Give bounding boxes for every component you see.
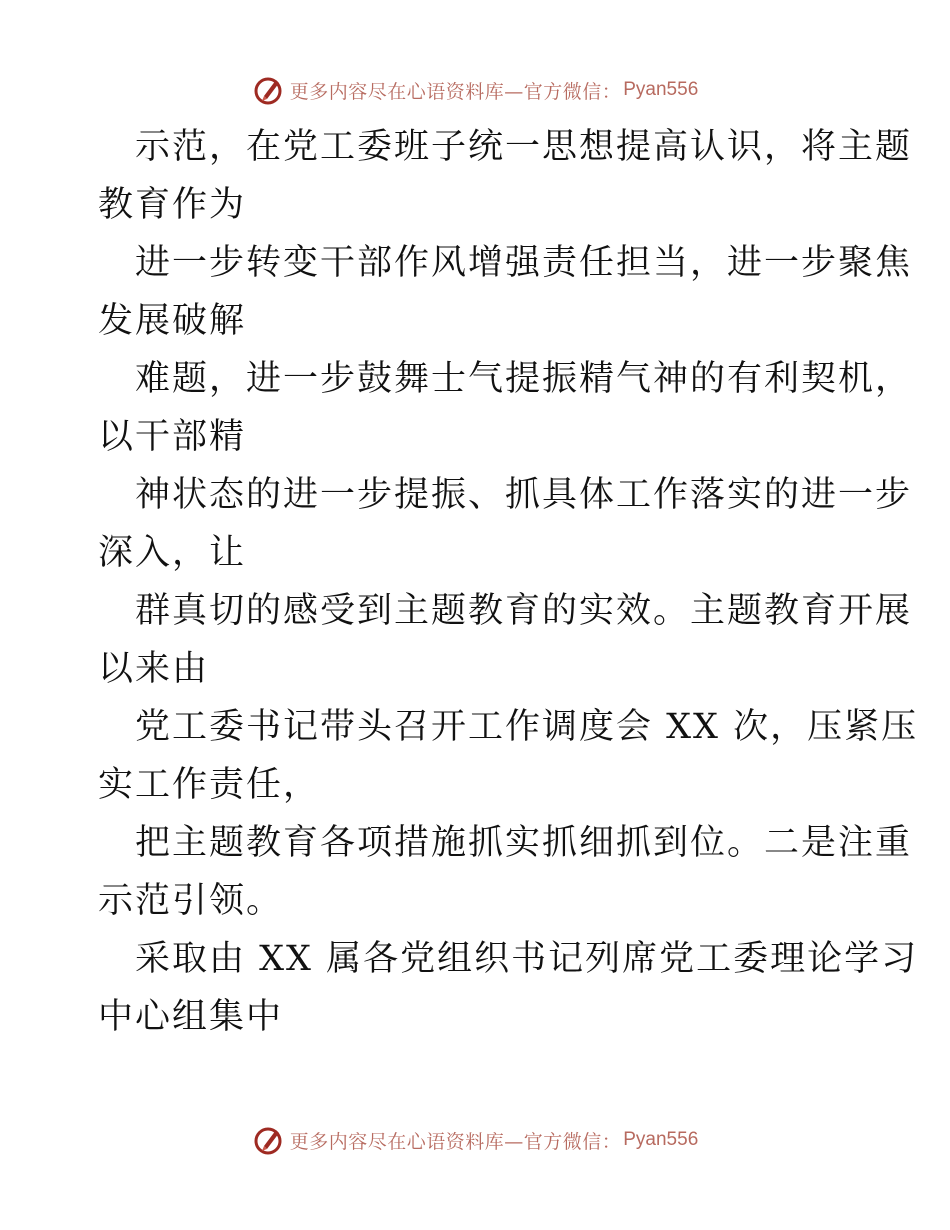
watermark-text: 更多内容尽在心语资料库—官方微信： [289, 80, 622, 103]
text-line: 中心组集中 [98, 997, 284, 1037]
document-body [98, 118, 919, 1046]
pen-logo-icon [252, 74, 284, 106]
text-line: 以干部精 [98, 417, 247, 457]
text-line: 难题，进一步鼓舞士气提振精气神的有利契机， [135, 359, 913, 399]
text-line: 示范引领。 [98, 881, 284, 921]
footer-watermark [0, 1120, 950, 1160]
text-line: 采取由 XX 属各党组织书记列席党工委理论学习 [135, 939, 919, 979]
text-line: 把主题教育各项措施抓实抓细抓到位。二是注重 [135, 823, 913, 863]
text-line: 群真切的感受到主题教育的实效。主题教育开展 [135, 591, 913, 631]
text-line: 进一步转变干部作风增强责任担当，进一步聚焦 [135, 243, 913, 283]
watermark-wechat-id: Pyan556 [623, 1129, 699, 1150]
text-line: 党工委书记带头召开工作调度会 XX 次，压紧压 [135, 707, 919, 747]
text-line: 实工作责任， [98, 765, 321, 805]
text-line: 发展破解 [98, 301, 247, 341]
text-line: 以来由 [98, 649, 210, 689]
text-line: 示范，在党工委班子统一思想提高认识，将主题 [135, 127, 913, 167]
watermark-text: 更多内容尽在心语资料库—官方微信： [289, 1130, 622, 1153]
text-line: 教育作为 [98, 185, 247, 225]
header-watermark [0, 70, 950, 110]
text-line: 神状态的进一步提振、抓具体工作落实的进一步 [135, 475, 913, 515]
pen-logo-icon [252, 1124, 284, 1156]
text-line: 深入，让 [98, 533, 247, 573]
watermark-wechat-id: Pyan556 [623, 79, 699, 100]
